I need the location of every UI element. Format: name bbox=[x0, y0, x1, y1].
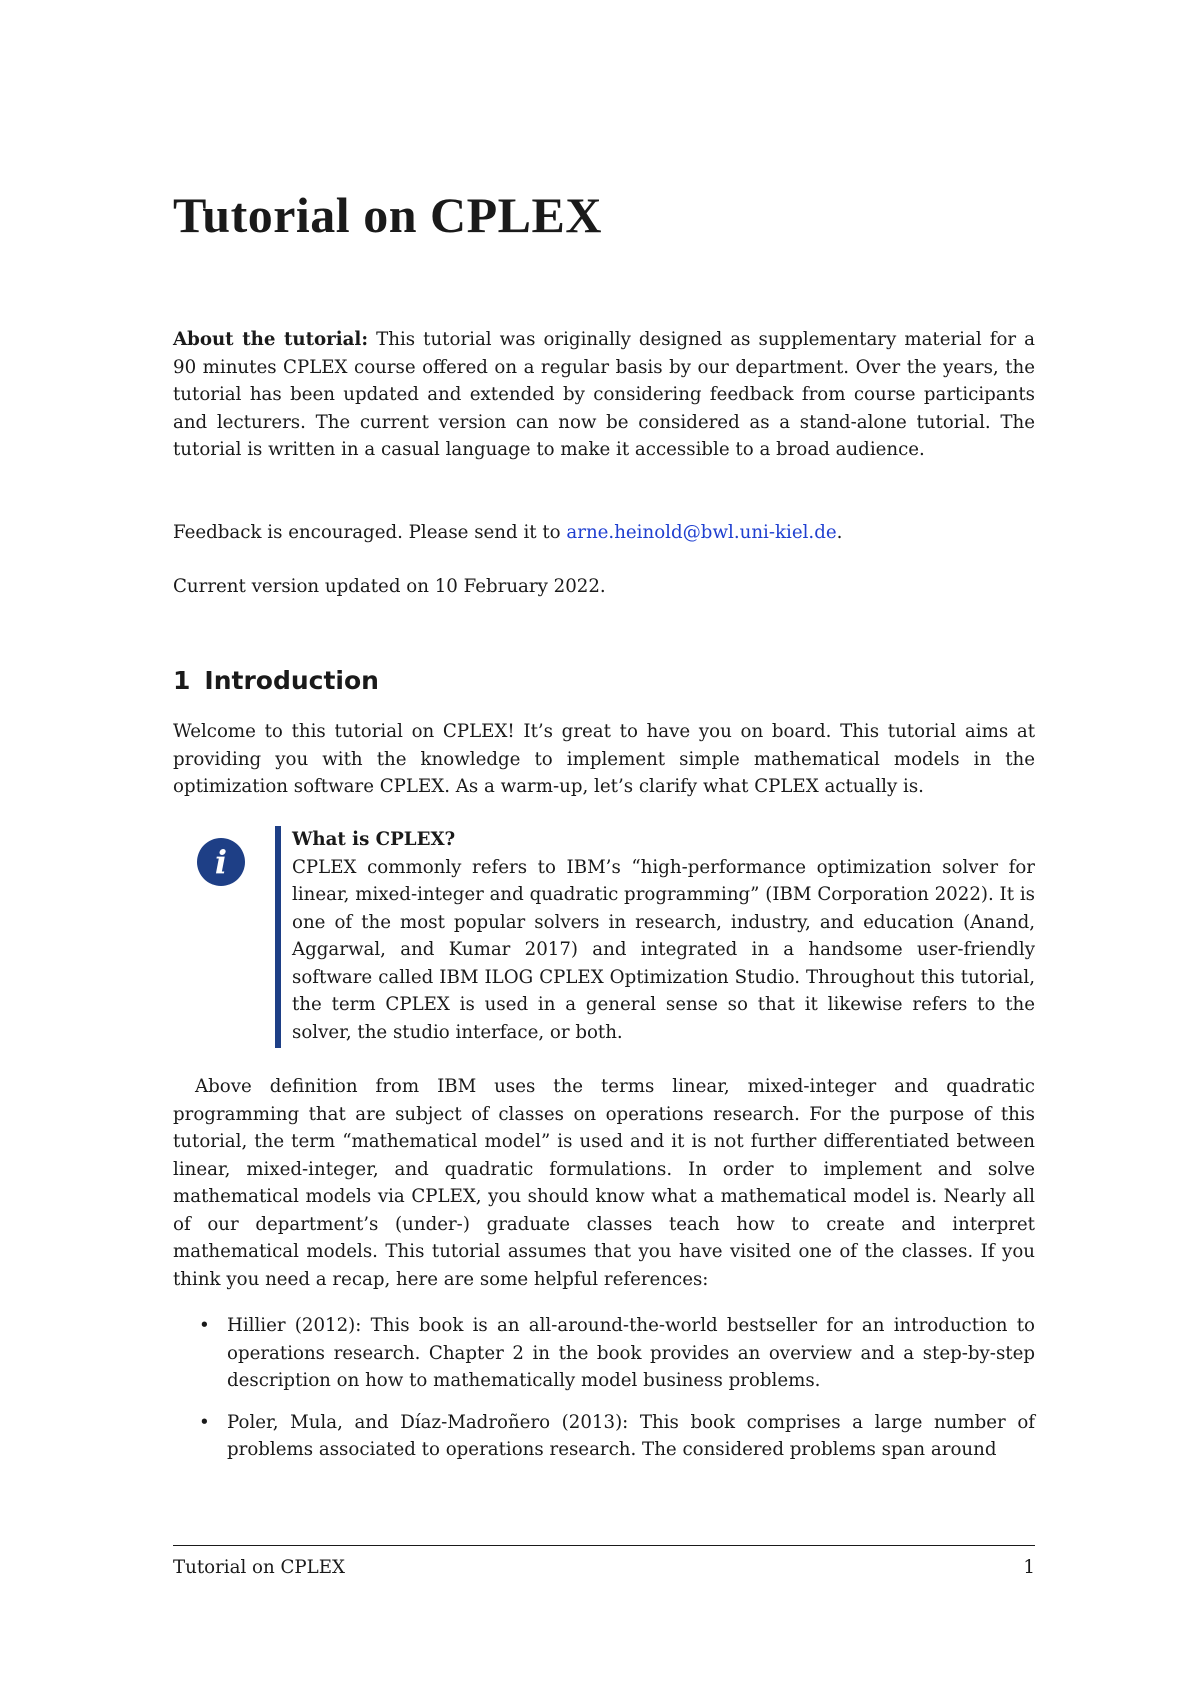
footer-rule bbox=[173, 1545, 1035, 1546]
reference-list bbox=[173, 1312, 1035, 1478]
feedback-text-end: . bbox=[836, 522, 843, 543]
about-text: This tutorial was originally designed as supplementary material for a 90 minutes CPLEX course offered on a regular basis by our department. Over the years, the tutorial has been updated and extended by considering feedback from course participants and lecturers. The current version can now be considered as a stand-alone tutorial. The tutorial is written in a casual language to make it accessible to a broad audience. bbox=[173, 329, 1035, 460]
document-title: Tutorial on CPLEX bbox=[173, 187, 602, 243]
list-item-text: Hillier (2012): This book is an all-around-the-world bestseller for an introduction to operations research. Chapter 2 in the book provides an overview and a step-by-step description on how to mathematically model business problems. bbox=[227, 1315, 1035, 1391]
list-item bbox=[173, 1312, 1035, 1395]
info-box-heading: What is CPLEX? bbox=[292, 829, 456, 850]
bullet: • bbox=[199, 1315, 210, 1336]
footer-title: Tutorial on CPLEX bbox=[173, 1557, 345, 1578]
intro-paragraph: Welcome to this tutorial on CPLEX! It’s great to have you on board. This tutorial aims at providing you with the knowledge to implement simple mathematical models in the optimization software CPLEX. As a warm-up, let’s clarify what CPLEX actually is. bbox=[173, 721, 1035, 797]
feedback-paragraph bbox=[173, 519, 1035, 547]
section-number: 1 bbox=[173, 666, 191, 695]
body-paragraph: Above definition from IBM uses the terms linear, mixed-integer and quadratic programming that are subject of classes on operations research. For the purpose of this tutorial, the term “mathematical model” is used and it is not further differentiated between linear, mixed-integer, and quadratic formulations. In order to implement and solve mathematical models via CPLEX, you should know what a mathematical model is. Nearly all of our department’s (under-) graduate classes teach how to create and interpret mathematical models. This tutorial assumes that you have visited one of the classes. If you think you need a recap, here are some helpful references: bbox=[173, 1076, 1035, 1290]
list-item-text: Poler, Mula, and Díaz-Madroñero (2013): This book comprises a large number of problems associated to operations research. The considered problems span around bbox=[227, 1411, 1035, 1460]
info-icon: i bbox=[197, 838, 245, 886]
section-heading bbox=[173, 664, 379, 698]
version-paragraph: Current version updated on 10 February 2022. bbox=[173, 576, 606, 597]
info-box-accent-bar bbox=[275, 826, 281, 1048]
bullet: • bbox=[199, 1411, 210, 1433]
info-box bbox=[197, 826, 1035, 1048]
info-box-text bbox=[292, 826, 1035, 1046]
about-paragraph bbox=[173, 326, 1035, 464]
list-item bbox=[173, 1409, 1035, 1464]
section-title: Introduction bbox=[204, 666, 379, 695]
feedback-email-link[interactable]: arne.heinold@bwl.uni-kiel.de bbox=[566, 522, 837, 543]
info-box-body: CPLEX commonly refers to IBM’s “high-performance optimization solver for linear, mixed-integer and quadratic programming” (IBM Corporation 2022). It is one of the most popular solvers in research, industry, and education (Anand, Aggarwal, and Kumar 2017) and integrated in a handsome user-friendly software called IBM ILOG CPLEX Optimization Studio. Throughout this tutorial, the term CPLEX is used in a general sense so that it likewise refers to the solver, the studio interface, or both. bbox=[292, 856, 1035, 1043]
about-label: About the tutorial: bbox=[173, 329, 369, 350]
page-number: 1 bbox=[1023, 1557, 1035, 1578]
feedback-text: Feedback is encouraged. Please send it to bbox=[173, 522, 567, 543]
